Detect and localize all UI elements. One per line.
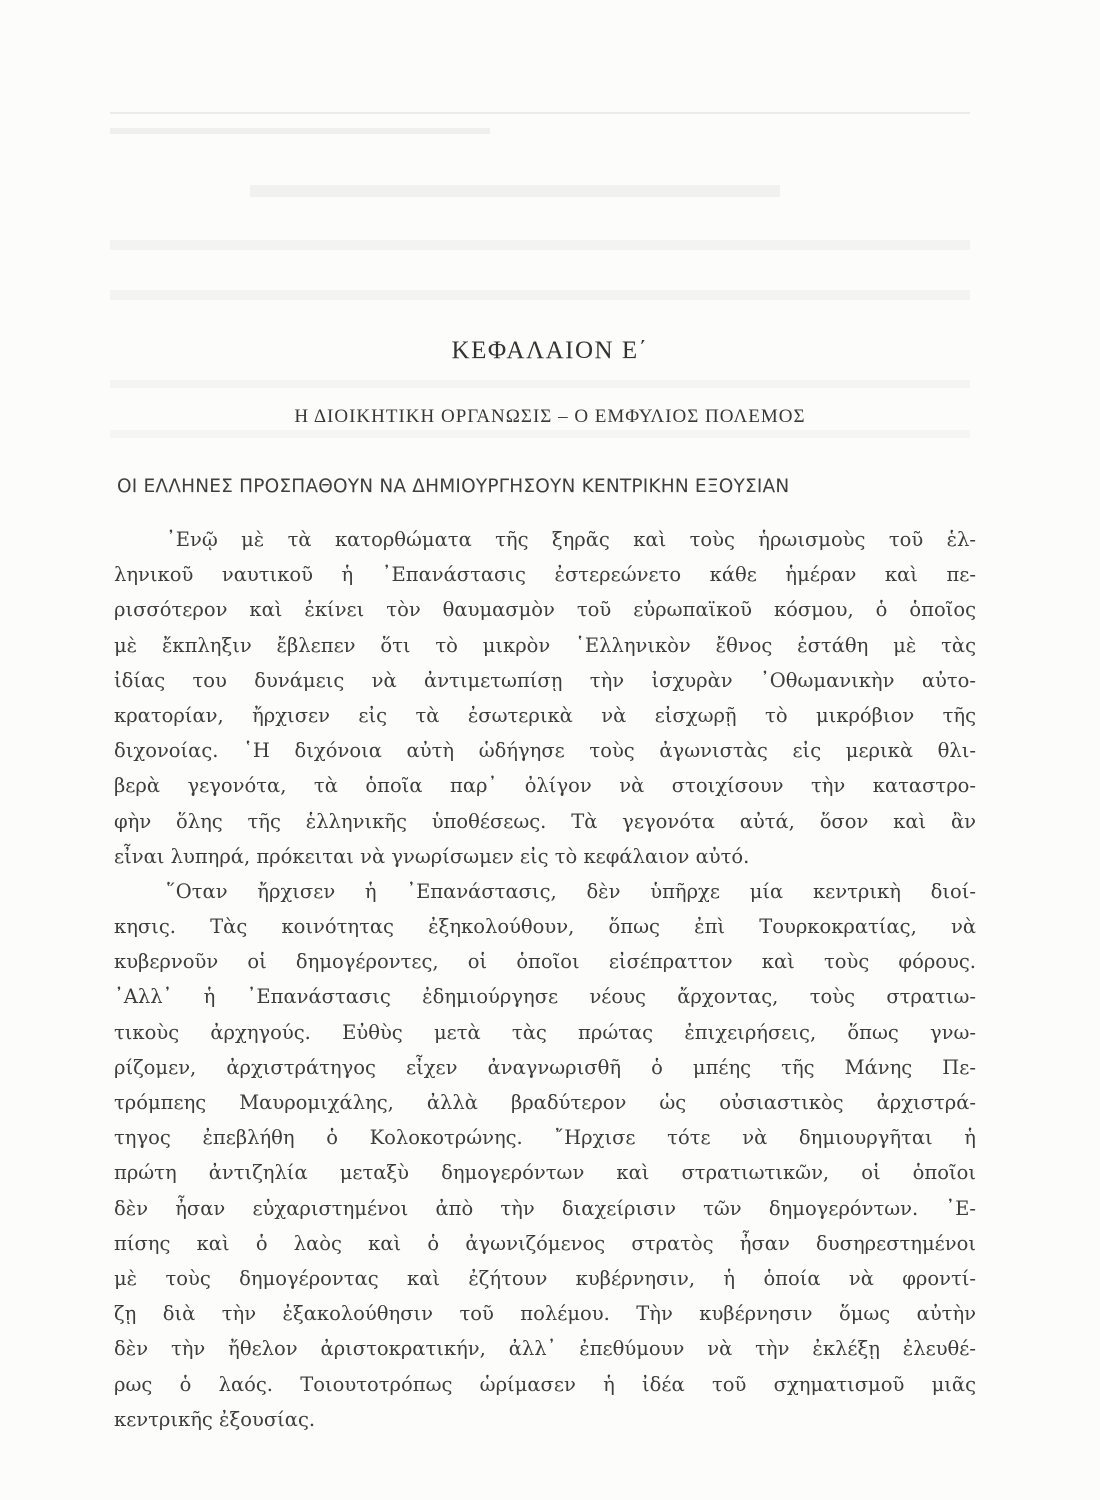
section-heading: ΟΙ ΕΛΛΗΝΕΣ ΠΡΟΣΠΑΘΟΥΝ ΝΑ ΔΗΜΙΟΥΡΓΗΣΟΥΝ ΚΕΝΤΡΙΚΗΝ ΕΞΟΥΣΙΑΝ — [117, 476, 790, 497]
text-line: εἶναι λυπηρά, πρόκειται νὰ γνωρίσωμεν εἰς τὸ κεφάλαιον αὐτό. — [114, 844, 750, 868]
text-line: μὲ τοὺς δημογέροντας καὶ ἐζήτουν κυβέρνησιν, ἡ ὁποία νὰ φροντί- — [114, 1266, 976, 1290]
chapter-subtitle: Η ΔΙΟΙΚΗΤΙΚΗ ΟΡΓΑΝΩΣΙΣ – Ο ΕΜΦΥΛΙΟΣ ΠΟΛΕΜΟΣ — [294, 406, 806, 427]
text-line: δὲν τὴν ἤθελον ἀριστοκρατικήν, ἀλλ᾿ ἐπεθύμουν νὰ τὴν ἐκλέξῃ ἐλευθέ- — [114, 1337, 976, 1361]
text-line: δὲν ἦσαν εὐχαριστημένοι ἀπὸ τὴν διαχείρισιν τῶν δημογερόντων. ᾿Ε- — [114, 1196, 976, 1220]
text-line: ᾿Ενῷ μὲ τὰ κατορθώματα τῆς ξηρᾶς καὶ τοὺς ἡρωισμοὺς τοῦ ἑλ- — [166, 528, 976, 551]
text-line: μὲ ἔκπληξιν ἔβλεπεν ὅτι τὸ μικρὸν ῾Ελληνικὸν ἔθνος ἐστάθη μὲ τὰς — [114, 633, 976, 657]
text-line: πίσης καὶ ὁ λαὸς καὶ ὁ ἀγωνιζόμενος στρατὸς ἦσαν δυσηρεστημένοι — [114, 1231, 976, 1255]
text-line: πρώτη ἀντιζηλία μεταξὺ δημογερόντων καὶ στρατιωτικῶν, οἱ ὁποῖοι — [114, 1161, 976, 1185]
text-line: ἰδίας του δυνάμεις νὰ ἀντιμετωπίσῃ τὴν ἰσχυρὰν ᾿Οθωμανικὴν αὐτο- — [114, 668, 976, 692]
text-line: ληνικοῦ ναυτικοῦ ἡ ᾿Επανάστασις ἐστερεώνετο κάθε ἡμέραν καὶ πε- — [114, 563, 976, 587]
text-line: τικοὺς ἀρχηγούς. Εὐθὺς μετὰ τὰς πρώτας ἐπιχειρήσεις, ὅπως γνω- — [114, 1020, 976, 1044]
text-line: κεντρικῆς ἐξουσίας. — [114, 1407, 316, 1431]
chapter-title: ΚΕΦΑΛΑΙΟΝ Ε΄ — [451, 337, 649, 364]
bleed-through-mark — [110, 128, 490, 134]
text-line: διχονοίας. ῾Η διχόνοια αὐτὴ ὡδήγησε τοὺς ἀγωνιστὰς εἰς μερικὰ θλι- — [114, 739, 976, 763]
text-line: φὴν ὅλης τῆς ἑλληνικῆς ὑποθέσεως. Τὰ γεγονότα αὐτά, ὅσον καὶ ἂν — [114, 809, 976, 833]
bleed-through-mark — [110, 430, 970, 438]
text-line: ᾿Αλλ᾿ ἡ ᾿Επανάστασις ἐδημιούργησε νέους ἄρχοντας, τοὺς στρατιω- — [114, 985, 976, 1009]
text-line: τρόμπεης Μαυρομιχάλης, ἀλλὰ βραδύτερον ὡς οὐσιαστικὸς ἀρχιστρά- — [114, 1091, 976, 1114]
text-line: ζῃ διὰ τὴν ἐξακολούθησιν τοῦ πολέμου. Τὴν κυβέρνησιν ὅμως αὐτὴν — [114, 1302, 976, 1326]
text-line: ρισσότερον καὶ ἐκίνει τὸν θαυμασμὸν τοῦ εὐρωπαϊκοῦ κόσμου, ὁ ὁποῖος — [114, 598, 976, 622]
text-line: βερὰ γεγονότα, τὰ ὁποῖα παρ᾿ ὀλίγον νὰ στοιχίσουν τὴν καταστρο- — [114, 774, 976, 798]
bleed-through-mark — [250, 185, 780, 197]
paragraph — [114, 522, 976, 874]
bleed-through-mark — [110, 380, 970, 388]
text-line: τηγος ἐπεβλήθη ὁ Κολοκοτρώνης. ῎Ηρχισε τότε νὰ δημιουργῆται ἡ — [114, 1126, 976, 1150]
text-line: κυβερνοῦν οἱ δημογέροντες, οἱ ὁποῖοι εἰσέπραττον καὶ τοὺς φόρους. — [114, 950, 976, 974]
body-text — [114, 522, 976, 1437]
paragraph — [114, 874, 976, 1437]
text-line: ρίζομεν, ἀρχιστράτηγος εἶχεν ἀναγνωρισθῆ ὁ μπέης τῆς Μάνης Πε- — [114, 1055, 976, 1079]
bleed-through-mark — [110, 240, 970, 250]
bleed-through-mark — [110, 290, 970, 300]
text-line: ῞Οταν ἤρχισεν ἡ ᾿Επανάστασις, δὲν ὑπῆρχε μία κεντρικὴ διοί- — [166, 879, 976, 903]
bleed-through-mark — [110, 112, 970, 114]
text-line: κρατορίαν, ἤρχισεν εἰς τὰ ἐσωτερικὰ νὰ εἰσχωρῇ τὸ μικρόβιον τῆς — [114, 703, 976, 727]
text-line: ρως ὁ λαός. Τοιουτοτρόπως ὡρίμασεν ἡ ἰδέα τοῦ σχηματισμοῦ μιᾶς — [114, 1372, 976, 1396]
text-line: κησις. Τὰς κοινότητας ἐξηκολούθουν, ὅπως ἐπὶ Τουρκοκρατίας, νὰ — [114, 915, 976, 939]
